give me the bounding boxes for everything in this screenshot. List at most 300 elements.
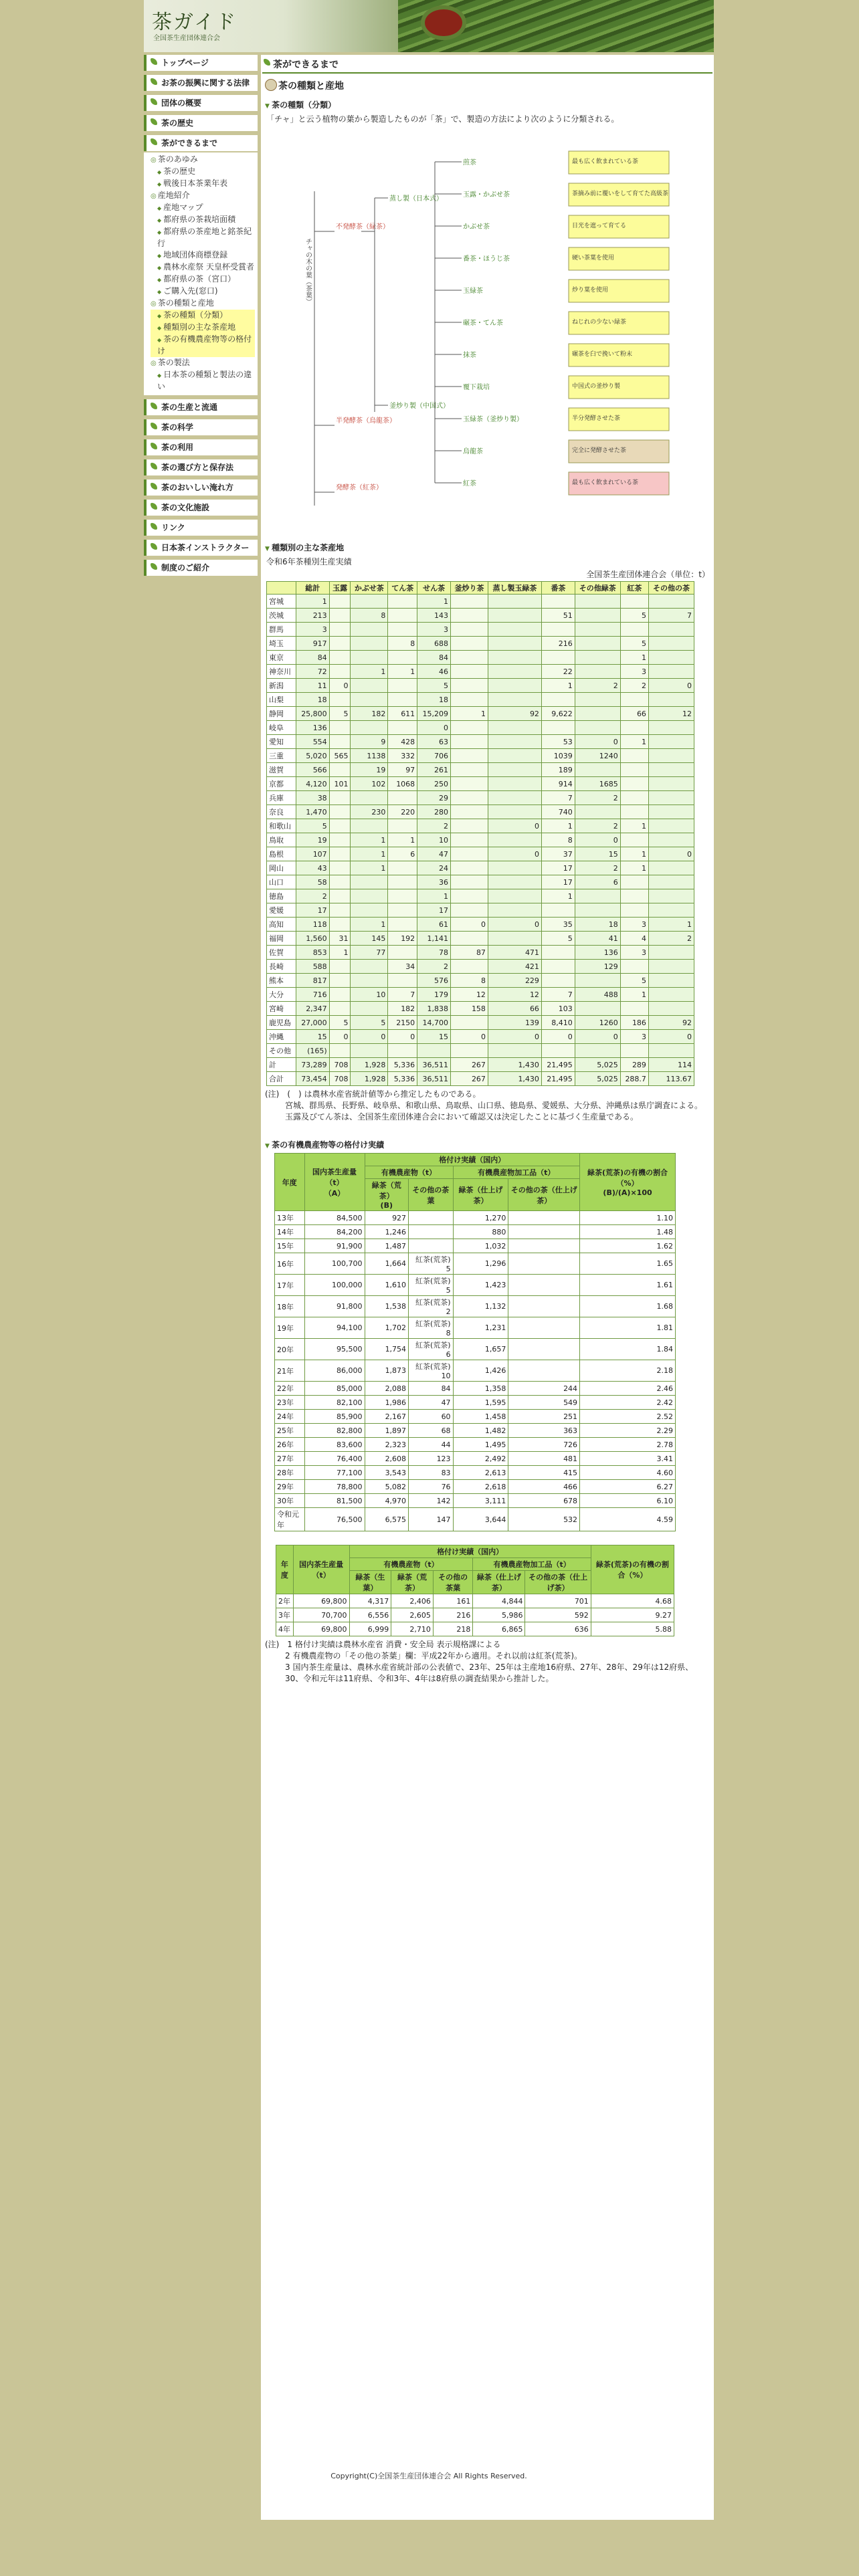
table-cell [451,623,488,637]
table-row [275,1275,676,1296]
table-cell: (165) [296,1044,329,1058]
diagram-desc: 完全に発酵させた茶 [572,447,627,454]
sidebar-link[interactable]: ◆ ご購入先(窓口) [151,286,255,298]
table-cell [620,623,648,637]
table-cell [451,932,488,946]
table-cell: 701 [525,1594,591,1608]
table-cell [388,974,417,988]
section-title: 茶の種類と産地 [264,79,711,92]
table-cell [648,974,694,988]
table-cell: 85,000 [304,1382,365,1396]
table-cell: 1,897 [365,1424,409,1438]
diagram-desc: 茶摘み前に覆いをして育てた高級茶 [572,191,669,197]
table-cell: 466 [508,1480,580,1494]
table-cell [329,791,351,805]
table-cell: 徳島 [267,889,296,903]
table-row [267,988,694,1002]
table-cell: 3.41 [580,1452,676,1466]
table-cell: 宮崎 [267,1002,296,1016]
table-cell [648,861,694,875]
table-cell: 853 [296,946,329,960]
table-cell: 72 [296,665,329,679]
table-cell: 2 [575,791,620,805]
table-cell [648,637,694,651]
nav-bottom-7[interactable]: 日本茶インストラクター [144,540,258,556]
table-cell: 86,000 [304,1360,365,1382]
table-cell: 0 [575,735,620,749]
table-cell: 12 [488,988,541,1002]
table-row [267,833,694,847]
sidebar-link[interactable]: ◆ 戦後日本茶業年表 [151,178,255,190]
table-cell: 68 [409,1424,454,1438]
table-cell [488,749,541,763]
table-cell: 5 [620,637,648,651]
table-cell: 1,657 [453,1339,508,1360]
table-cell [508,1225,580,1239]
table-cell: 588 [296,960,329,974]
column-header-text: 国内茶生産量（t） [312,1167,357,1187]
table-cell [648,1044,694,1058]
column-header-sub: (B)/(A)×100 [603,1188,652,1197]
table-cell [451,735,488,749]
table-cell [451,679,488,693]
table-cell [648,791,694,805]
table-cell: 1,595 [453,1396,508,1410]
table-cell: 1.81 [580,1317,676,1339]
sidebar-link[interactable]: ◆ 都府県の茶（宮口） [151,274,255,286]
table-cell: 2 [296,889,329,903]
table-row [267,889,694,903]
table-cell: 78,800 [304,1480,365,1494]
table-cell: 267 [451,1072,488,1086]
table-cell: 1685 [575,777,620,791]
nav-bottom-4[interactable]: 茶のおいしい淹れ方 [144,479,258,496]
table-cell: 421 [488,960,541,974]
sidebar-link[interactable]: ◆ 茶の歴史 [151,166,255,178]
sidebar-link[interactable]: ◆ 茶の種類（分類） [151,310,255,322]
table-row [276,1594,674,1608]
table-cell [329,623,351,637]
table-cell: 415 [508,1466,580,1480]
diagram-desc: ねじれの少ない緑茶 [572,319,627,326]
table-cell: 161 [433,1594,473,1608]
table-cell: 1,231 [453,1317,508,1339]
table-row [267,735,694,749]
table-cell: 鹿児島 [267,1016,296,1030]
table-cell: 19年 [275,1317,305,1339]
table-cell: 35 [541,918,575,932]
table-cell: 0 [388,1030,417,1044]
table-cell [488,595,541,609]
table-cell [388,889,417,903]
table-cell: 1.10 [580,1211,676,1225]
table-cell [620,693,648,707]
table-row [275,1296,676,1317]
table-cell: 83,600 [304,1438,365,1452]
table-cell: 53 [541,735,575,749]
table-row [275,1508,676,1531]
table-row [275,1396,676,1410]
table-cell: 1 [451,707,488,721]
table-cell: 2 [575,861,620,875]
table-cell: 592 [525,1608,591,1622]
table-cell [388,651,417,665]
table-cell: 554 [296,735,329,749]
table-cell [541,903,575,918]
table-cell [451,861,488,875]
table-cell [488,903,541,918]
table-cell [451,693,488,707]
sidebar-group-3[interactable]: ◎ 茶の製法 [151,357,255,369]
table-cell [648,819,694,833]
table-cell: 76,500 [304,1508,365,1531]
table-row [267,637,694,651]
table-row [267,918,694,932]
table-cell: 1 [620,847,648,861]
table-cell: 紅茶(荒茶) 8 [409,1317,454,1339]
table-cell: 6.10 [580,1494,676,1508]
table-cell [508,1317,580,1339]
table-cell [620,1002,648,1016]
column-header: 釜炒り茶 [451,582,488,595]
table-cell [620,763,648,777]
table-row [276,1608,674,1622]
table-cell: 5,336 [388,1058,417,1072]
table-cell: 289 [620,1058,648,1072]
table-cell [409,1239,454,1253]
table-row [267,1058,694,1072]
table-cell [329,847,351,861]
diagram-desc: 日光を遮って育てる [572,223,627,229]
table-cell: 0 [648,679,694,693]
sidebar-group-2[interactable]: ◎ 茶の種類と産地 [151,298,255,310]
table-cell: 91,900 [304,1239,365,1253]
table-cell [329,988,351,1002]
nav-bottom-0[interactable]: 茶の生産と流通 [144,399,258,415]
table-cell: 19 [351,763,388,777]
table-cell [620,721,648,735]
nav-top[interactable]: トップページ [144,55,258,71]
table-cell [351,960,388,974]
table-cell [451,889,488,903]
diagram-root: チャの木の葉（茶葉） [304,238,312,305]
table-cell: 24 [417,861,451,875]
note-line: 宮城、群馬県、長野県、岐阜県、和歌山県、鳥取県、山口県、徳島県、愛媛県、大分県、沖縄県は県庁調査による。 [285,1101,703,1110]
table-cell: 230 [351,805,388,819]
table-cell: 25年 [275,1424,305,1438]
table-cell [620,960,648,974]
table-cell [488,875,541,889]
nav-bottom-3[interactable]: 茶の選び方と保存法 [144,459,258,475]
table-cell: 10 [417,833,451,847]
table-cell: 6.27 [580,1480,676,1494]
table-cell: 136 [575,946,620,960]
table-cell [351,1044,388,1058]
table-cell [620,833,648,847]
table-cell: 大分 [267,988,296,1002]
table-cell: 1 [541,889,575,903]
table-cell [648,988,694,1002]
table-cell: 85,900 [304,1410,365,1424]
table-cell: 2 [417,819,451,833]
sidebar-link[interactable]: ◆ 日本茶の種類と製法の違い [151,369,255,393]
table-cell: 0 [488,819,541,833]
table-cell: 0 [648,1030,694,1044]
column-header: その他の茶葉 [433,1571,473,1594]
diagram-leaf: 煎茶 [463,159,476,167]
column-header: 格付け実績（国内） [365,1154,580,1166]
table-cell [351,693,388,707]
table-cell: 紅茶(荒茶) 5 [409,1253,454,1275]
production-table [266,581,694,1086]
table-cell: 688 [417,637,451,651]
table-cell [575,805,620,819]
table-cell: 6,556 [349,1608,391,1622]
table-cell [409,1211,454,1225]
table-cell: 19 [296,833,329,847]
table-cell: 2,605 [391,1608,434,1622]
table-cell [541,1044,575,1058]
table-cell: 332 [388,749,417,763]
table-cell [620,749,648,763]
table-cell: 3 [296,623,329,637]
tea-cup-image [425,9,462,36]
table-cell [648,595,694,609]
table-cell: 5,082 [365,1480,409,1494]
table-cell: 1,873 [365,1360,409,1382]
table-cell [329,960,351,974]
table-cell: 66 [488,1002,541,1016]
table-cell [648,777,694,791]
table-cell: 4,844 [473,1594,525,1608]
table-cell [488,623,541,637]
table-cell: 102 [351,777,388,791]
table-cell: 0 [329,1030,351,1044]
column-header: せん茶 [417,582,451,595]
table-cell: 0 [329,679,351,693]
diagram-desc: 碾茶を臼で挽いて粉末 [572,351,633,358]
table-cell: 97 [388,763,417,777]
table-cell: 18 [417,693,451,707]
table-cell: 1.68 [580,1296,676,1317]
table-cell: 182 [388,1002,417,1016]
table-cell: 38 [296,791,329,805]
nav-bottom-6[interactable]: リンク [144,520,258,536]
table-cell [451,595,488,609]
table-cell [451,960,488,974]
nav-history[interactable]: 茶の歴史 [144,115,258,131]
table-cell: 1,754 [365,1339,409,1360]
column-header: 年度 [276,1545,294,1594]
table-cell: 1 [351,918,388,932]
sidebar-link[interactable]: ◆ 地域団体商標登録 [151,249,255,261]
sidebar [144,55,258,580]
table-cell: 群馬 [267,623,296,637]
table-row [275,1253,676,1275]
table-cell [388,595,417,609]
column-header: その他の茶（仕上げ茶） [525,1571,591,1594]
table-cell: 84,200 [304,1225,365,1239]
column-header: 緑茶（仕上げ茶） [473,1571,525,1594]
table-cell: 山口 [267,875,296,889]
table-row [275,1410,676,1424]
table-cell [488,777,541,791]
table-cell [451,833,488,847]
table-row [267,1044,694,1058]
column-header: 総計 [296,582,329,595]
table-cell [351,974,388,988]
sidebar-group-1[interactable]: ◎ 産地紹介 [151,190,255,202]
table-cell: 熊本 [267,974,296,988]
sidebar-link[interactable]: ◆ 都府県の茶栽培面積 [151,214,255,226]
table-cell: 216 [541,637,575,651]
table-cell [648,651,694,665]
column-header [267,582,296,595]
table-cell: 817 [296,974,329,988]
table-cell: 1,664 [365,1253,409,1275]
table-cell: 914 [541,777,575,791]
nav-law[interactable]: お茶の振興に関する法律 [144,75,258,91]
table-cell: 186 [620,1016,648,1030]
table-cell [451,651,488,665]
table-cell: 36 [417,875,451,889]
table-cell: 66 [620,707,648,721]
table-cell: 0 [648,847,694,861]
table-cell: 7 [541,791,575,805]
column-header: 緑茶（生葉） [349,1571,391,1594]
sidebar-link[interactable]: ◆ 産地マップ [151,202,255,214]
table-row [267,1002,694,1016]
table-cell [351,623,388,637]
table-cell: 77 [351,946,388,960]
sidebar-bottom-nav [144,399,258,576]
table-cell [388,679,417,693]
table-cell [329,918,351,932]
table-cell [648,693,694,707]
table-cell: 5.88 [591,1622,674,1636]
table-cell: 3,543 [365,1466,409,1480]
table-cell: 84 [417,651,451,665]
diagram-leaf: 番茶・ほうじ茶 [463,255,510,263]
table-cell [329,763,351,777]
table-cell: 3 [620,918,648,932]
table-cell: 532 [508,1508,580,1531]
table-cell: 2 [575,679,620,693]
table-cell [351,595,388,609]
column-header: 有機農産物（t） [349,1558,473,1571]
table-cell: その他 [267,1044,296,1058]
table-cell: 5 [541,932,575,946]
table-cell: 29 [417,791,451,805]
table-cell: 7 [541,988,575,1002]
table-cell: 27,000 [296,1016,329,1030]
nav-bottom-1[interactable]: 茶の科学 [144,419,258,435]
table-cell [388,791,417,805]
table-cell [329,693,351,707]
table-cell [620,777,648,791]
table-cell: 488 [575,988,620,1002]
table-cell: 4,120 [296,777,329,791]
table-cell: 36,511 [417,1072,451,1086]
nav-org[interactable]: 団体の概要 [144,95,258,111]
table-cell: 1,482 [453,1424,508,1438]
table-cell [620,889,648,903]
table-cell: 47 [409,1396,454,1410]
table-cell: 43 [296,861,329,875]
table-cell: 9 [351,735,388,749]
table-cell [451,763,488,777]
sidebar-subgroups [144,152,258,395]
table-cell [329,875,351,889]
table-cell [575,1044,620,1058]
table-cell: 6,575 [365,1508,409,1531]
table-cell [575,595,620,609]
nav-bottom-5[interactable]: 茶の文化施設 [144,500,258,516]
table-cell: 251 [508,1410,580,1424]
table-cell: 紅茶(荒茶) 2 [409,1296,454,1317]
table-cell [575,889,620,903]
table-cell [488,805,541,819]
table-cell: 1,610 [365,1275,409,1296]
table-cell: 363 [508,1424,580,1438]
nav-bottom-2[interactable]: 茶の利用 [144,439,258,455]
table-cell: 31 [329,932,351,946]
note-line: (注) 1 格付け実績は農林水産省 消費・安全局 表示規格課による [265,1640,501,1649]
sidebar-link[interactable]: ◆ 都府県の茶産地と銘茶紀行 [151,226,255,249]
sidebar-link[interactable]: ◆ 農林水産祭 天皇杯受賞者 [151,261,255,274]
sidebar-link[interactable]: ◆ 茶の有機農産物等の格付け [151,334,255,357]
table-cell: 2,088 [365,1382,409,1396]
table-cell: 229 [488,974,541,988]
table-row [275,1494,676,1508]
table-cell: 565 [329,749,351,763]
table-cell: 2.29 [580,1424,676,1438]
note-line: (注) ( ) は農林水産省統計値等から推定したものである。 [265,1089,481,1099]
table-row [267,777,694,791]
table-cell [488,679,541,693]
table-cell: 3年 [276,1608,294,1622]
table-cell: 708 [329,1072,351,1086]
sidebar-group-0[interactable]: ◎ 茶のあゆみ [151,154,255,166]
table-cell: 17 [417,903,451,918]
table-cell: 15 [575,847,620,861]
note-line: 玉露及びてん茶は、全国茶生産団体連合会において確認又は決定したことに基づく生産量である。 [285,1112,639,1121]
diagram-leaf: 抹茶 [463,352,476,359]
table-cell: 5 [329,1016,351,1030]
sidebar-link[interactable]: ◆ 種類別の主な茶産地 [151,322,255,334]
table-cell [451,637,488,651]
table-cell [409,1225,454,1239]
table-cell: 静岡 [267,707,296,721]
site-logo[interactable]: 茶ガイド [152,11,237,34]
diagram-pan: 釜炒り製（中国式） [389,403,450,410]
nav-bottom-8[interactable]: 制度のご紹介 [144,560,258,576]
page-wrapper [144,0,714,2480]
table-cell [451,777,488,791]
table-cell: 23年 [275,1396,305,1410]
table-cell: 16年 [275,1253,305,1275]
table-cell: 6,999 [349,1622,391,1636]
table-cell [451,903,488,918]
table-cell [620,595,648,609]
table-cell: 92 [488,707,541,721]
nav-making[interactable]: 茶ができるまで [144,135,258,151]
table-cell: 0 [488,918,541,932]
table-cell: 549 [508,1396,580,1410]
table-cell [488,693,541,707]
table-cell: 1,270 [453,1211,508,1225]
table-cell: 123 [409,1452,454,1466]
